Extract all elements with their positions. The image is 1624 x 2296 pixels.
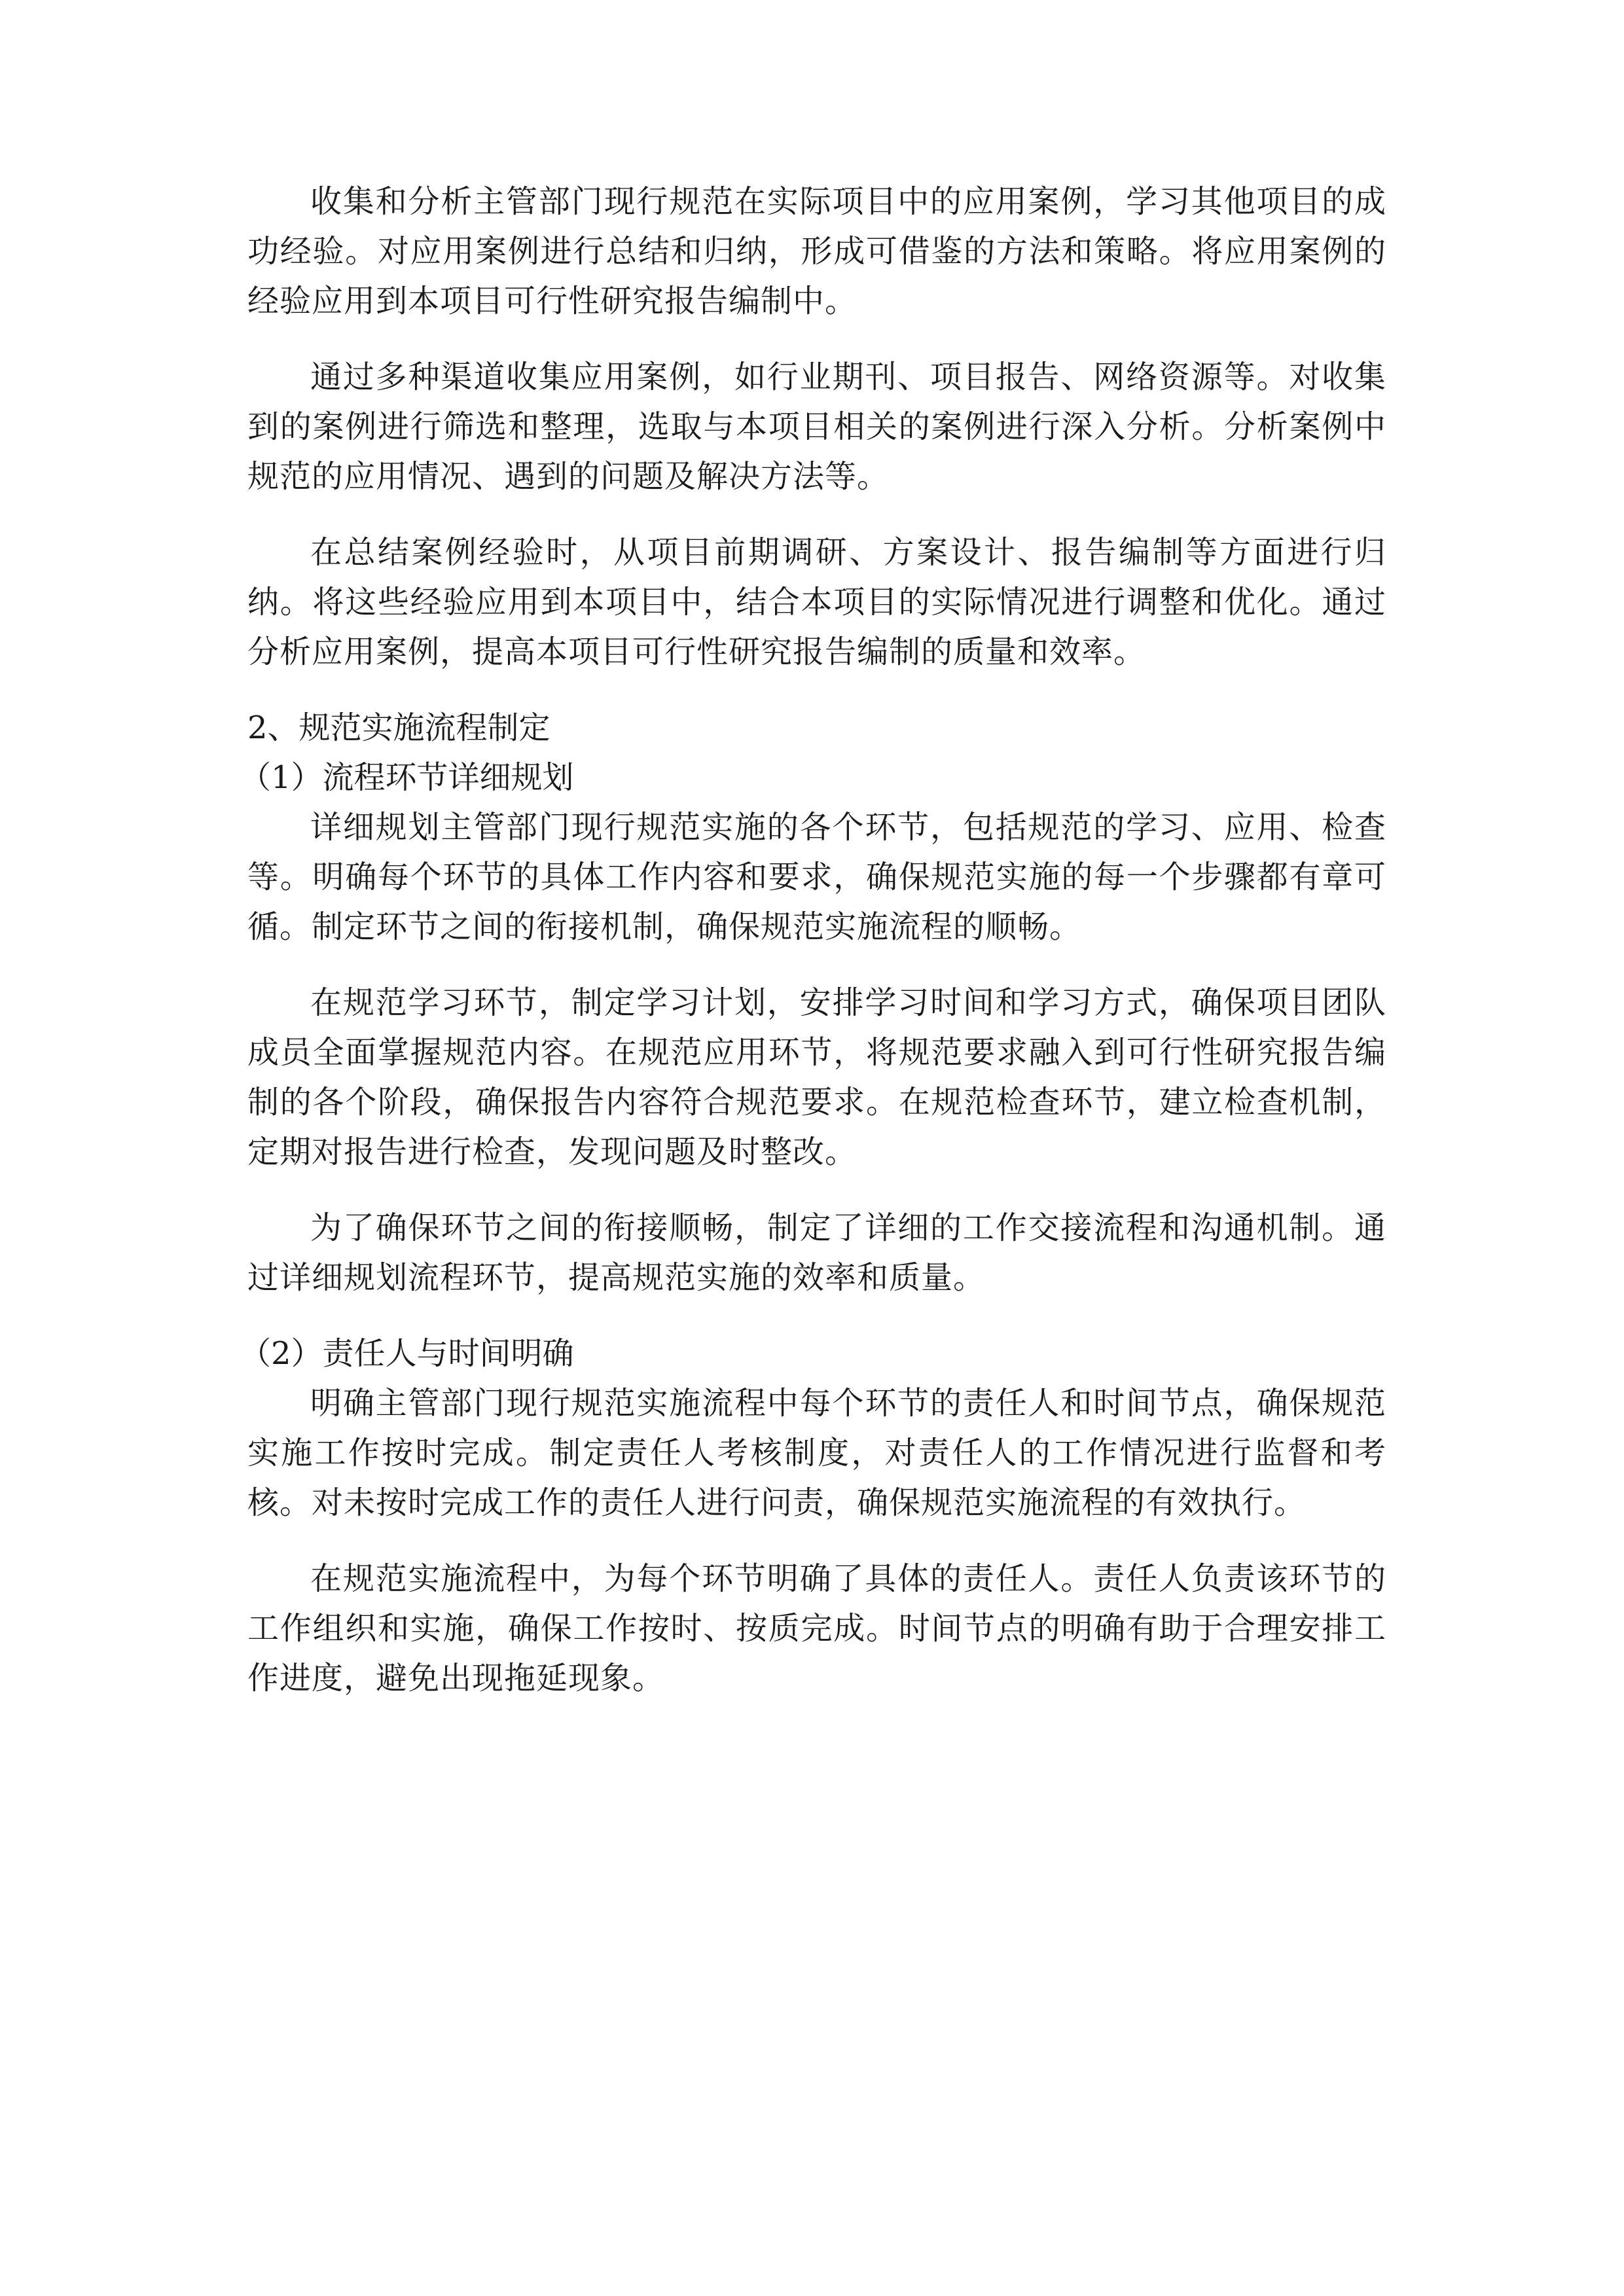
subsection-heading-process-planning: （1）流程环节详细规划	[240, 759, 574, 796]
document-page	[240, 177, 1386, 1729]
paragraph-case-study-collection: 收集和分析主管部门现行规范在实际项目中的应用案例，学习其他项目的成功经验。对应用案例进行总结和归纳，形成可借鉴的方法和策略。将应用案例的经验应用到本项目可行性研究报告编制中。	[247, 183, 1386, 319]
paragraph-process-stages: 在规范学习环节，制定学习计划，安排学习时间和学习方式，确保项目团队成员全面掌握规范内容。在规范应用环节，将规范要求融入到可行性研究报告编制的各个阶段，确保报告内容符合规范要求。在规范检查环节，建立检查机制，定期对报告进行检查，发现问题及时整改。	[247, 984, 1386, 1170]
section-heading-implementation-process: 2、规范实施流程制定	[247, 709, 550, 746]
paragraph-process-planning: 详细规划主管部门现行规范实施的各个环节，包括规范的学习、应用、检查等。明确每个环节的具体工作内容和要求，确保规范实施的每一个步骤都有章可循。制定环节之间的衔接机制，确保规范实施流程的顺畅。	[247, 809, 1386, 945]
paragraph-case-channels: 通过多种渠道收集应用案例，如行业期刊、项目报告、网络资源等。对收集到的案例进行筛选和整理，选取与本项目相关的案例进行深入分析。分析案例中规范的应用情况、遇到的问题及解决方法等。	[247, 359, 1386, 495]
paragraph-responsibility-definition: 明确主管部门现行规范实施流程中每个环节的责任人和时间节点，确保规范实施工作按时完成。制定责任人考核制度，对责任人的工作情况进行监督和考核。对未按时完成工作的责任人进行问责，确保规范实施流程的有效执行。	[247, 1385, 1386, 1521]
paragraph-responsibility-assignment: 在规范实施流程中，为每个环节明确了具体的责任人。责任人负责该环节的工作组织和实施，确保工作按时、按质完成。时间节点的明确有助于合理安排工作进度，避免出现拖延现象。	[247, 1560, 1386, 1696]
paragraph-process-handover: 为了确保环节之间的衔接顺畅，制定了详细的工作交接流程和沟通机制。通过详细规划流程环节，提高规范实施的效率和质量。	[247, 1210, 1386, 1296]
paragraph-case-summary: 在总结案例经验时，从项目前期调研、方案设计、报告编制等方面进行归纳。将这些经验应用到本项目中，结合本项目的实际情况进行调整和优化。通过分析应用案例，提高本项目可行性研究报告编制的质量和效率。	[247, 534, 1386, 670]
subsection-heading-responsibility-timing: （2）责任人与时间明确	[240, 1335, 574, 1372]
